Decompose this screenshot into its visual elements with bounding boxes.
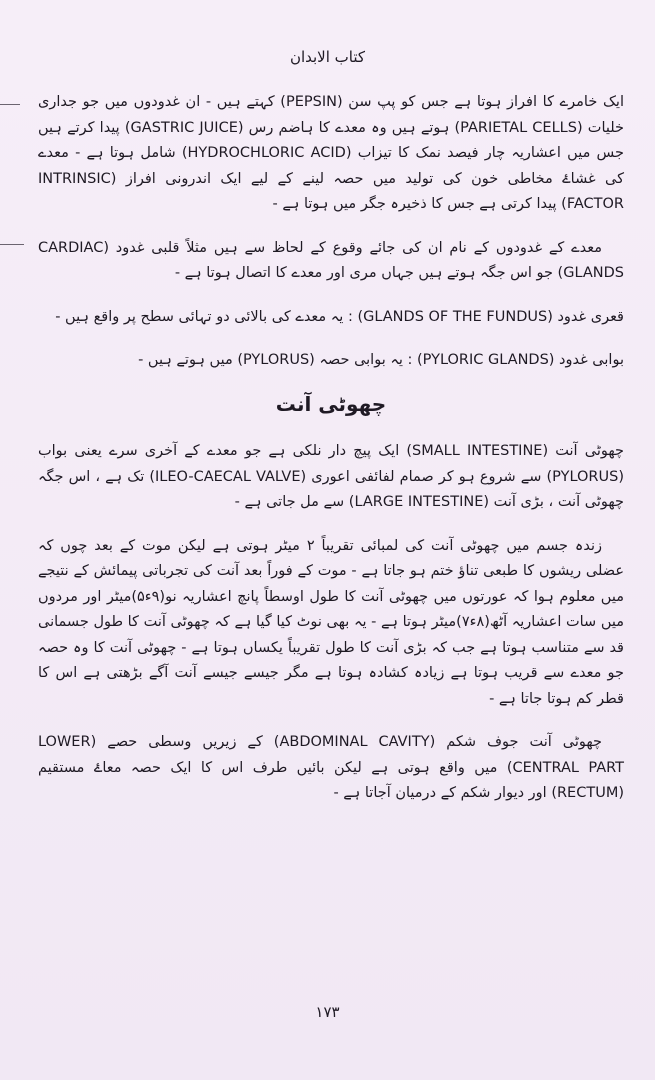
paragraph-pyloric-glands: بوابی غدود (PYLORIC GLANDS) : یہ بوابی حصہ (PYLORUS) میں ہوتے ہیں - — [138, 352, 624, 368]
running-title: کتاب الابدان — [289, 48, 366, 66]
paragraph-fundus-glands: قعری غدود (GLANDS OF THE FUNDUS) : یہ معدے کی بالائی دو تہائی سطح پر واقع ہیں - — [55, 308, 624, 325]
margin-mark — [0, 104, 20, 105]
paragraph-length: زندہ جسم میں چھوٹی آنت کی لمبائی تقریباً ۲ میٹر ہوتی ہے لیکن موت کے بعد چوں کہ عضلی ریشوں کا طبعی تناؤ ختم ہو جاتا ہے - موت کے فوراً بعد آنت کی تجرباتی پیمائش کے نتیجے میں معلوم ہوا کہ عورتوں میں چھوٹی آنت کا طول اوسطاً پانچ اعشاریہ نو(۹ء۵)میٹر اور مردوں میں سات اعشاریہ آٹھ(۸ء۷)میٹر ہوتا ہے - یہ بھی نوٹ کیا گیا ہے کہ چھوٹی آنت کا طول جسمانی قد سے متناسب ہوتا ہے جب کہ بڑی آنت کا طول تقریباً یکساں ہوتا ہے - چھوٹی آنت کا وہ حصہ جو معدے سے قریب ہوتا ہے زیادہ کشادہ ہوتا ہے مگر جیسے جیسے آنت آگے بڑھتی ہے اس کا قطر کم ہوتا جاتا ہے - — [38, 537, 624, 707]
paragraph-pepsin: ایک خامرے کا افراز ہوتا ہے جس کو پپ سن (PEPSIN) کہتے ہیں - ان غدودوں میں جو جداری خلیات (PARIETAL CELLS) ہوتے ہیں وہ معدے کا ہاضم رس (GASTRIC JUICE) پیدا کرتے ہیں جس میں اعشاریہ چار فیصد نمک کا تیزاب (HYDROCHLORIC ACID) شامل ہوتا ہے - معدے کی غشاۓ مخاطی خون کی تولید میں حصہ لینے کے لیے ایک اندرونی افراز (INTRINSIC FACTOR) پیدا کرتی ہے جس کا ذخیرہ جگر میں ہوتا ہے - — [38, 94, 625, 212]
paragraph-small-intestine: چھوٹی آنت (SMALL INTESTINE) ایک پیچ دار نلکی ہے جو معدے کے آخری سرے یعنی بواب (PYLORUS) سے شروع ہو کر صمام لفائفی اعوری (ILEO-CAECAL VALVE) تک ہے ، اس جگہ چھوٹی آنت ، بڑی آنت (LARGE INTESTINE) سے مل جاتی ہے - — [38, 443, 624, 510]
paragraph-cardiac-glands: معدے کے غدودوں کے نام ان کی جائے وقوع کے لحاظ سے ہیں مثلاً قلبی غدود (CARDIAC GLANDS) جو اس جگہ ہوتے ہیں جہاں مری اور معدے کا اتصال ہوتا ہے - — [38, 239, 624, 281]
page-body — [38, 90, 624, 825]
section-heading: چھوٹی آنت — [275, 391, 387, 416]
margin-mark — [0, 244, 24, 245]
page-number: ۱۷۳ — [315, 1003, 340, 1021]
paragraph-location: چھوٹی آنت جوف شکم (ABDOMINAL CAVITY) کے زیریں وسطی حصے (LOWER CENTRAL PART) میں واقع ہوتی ہے لیکن بائیں طرف اس کا ایک حصہ معاۓ مستقیم (RECTUM) اور دیوار شکم کے درمیان آجاتا ہے - — [38, 734, 624, 801]
